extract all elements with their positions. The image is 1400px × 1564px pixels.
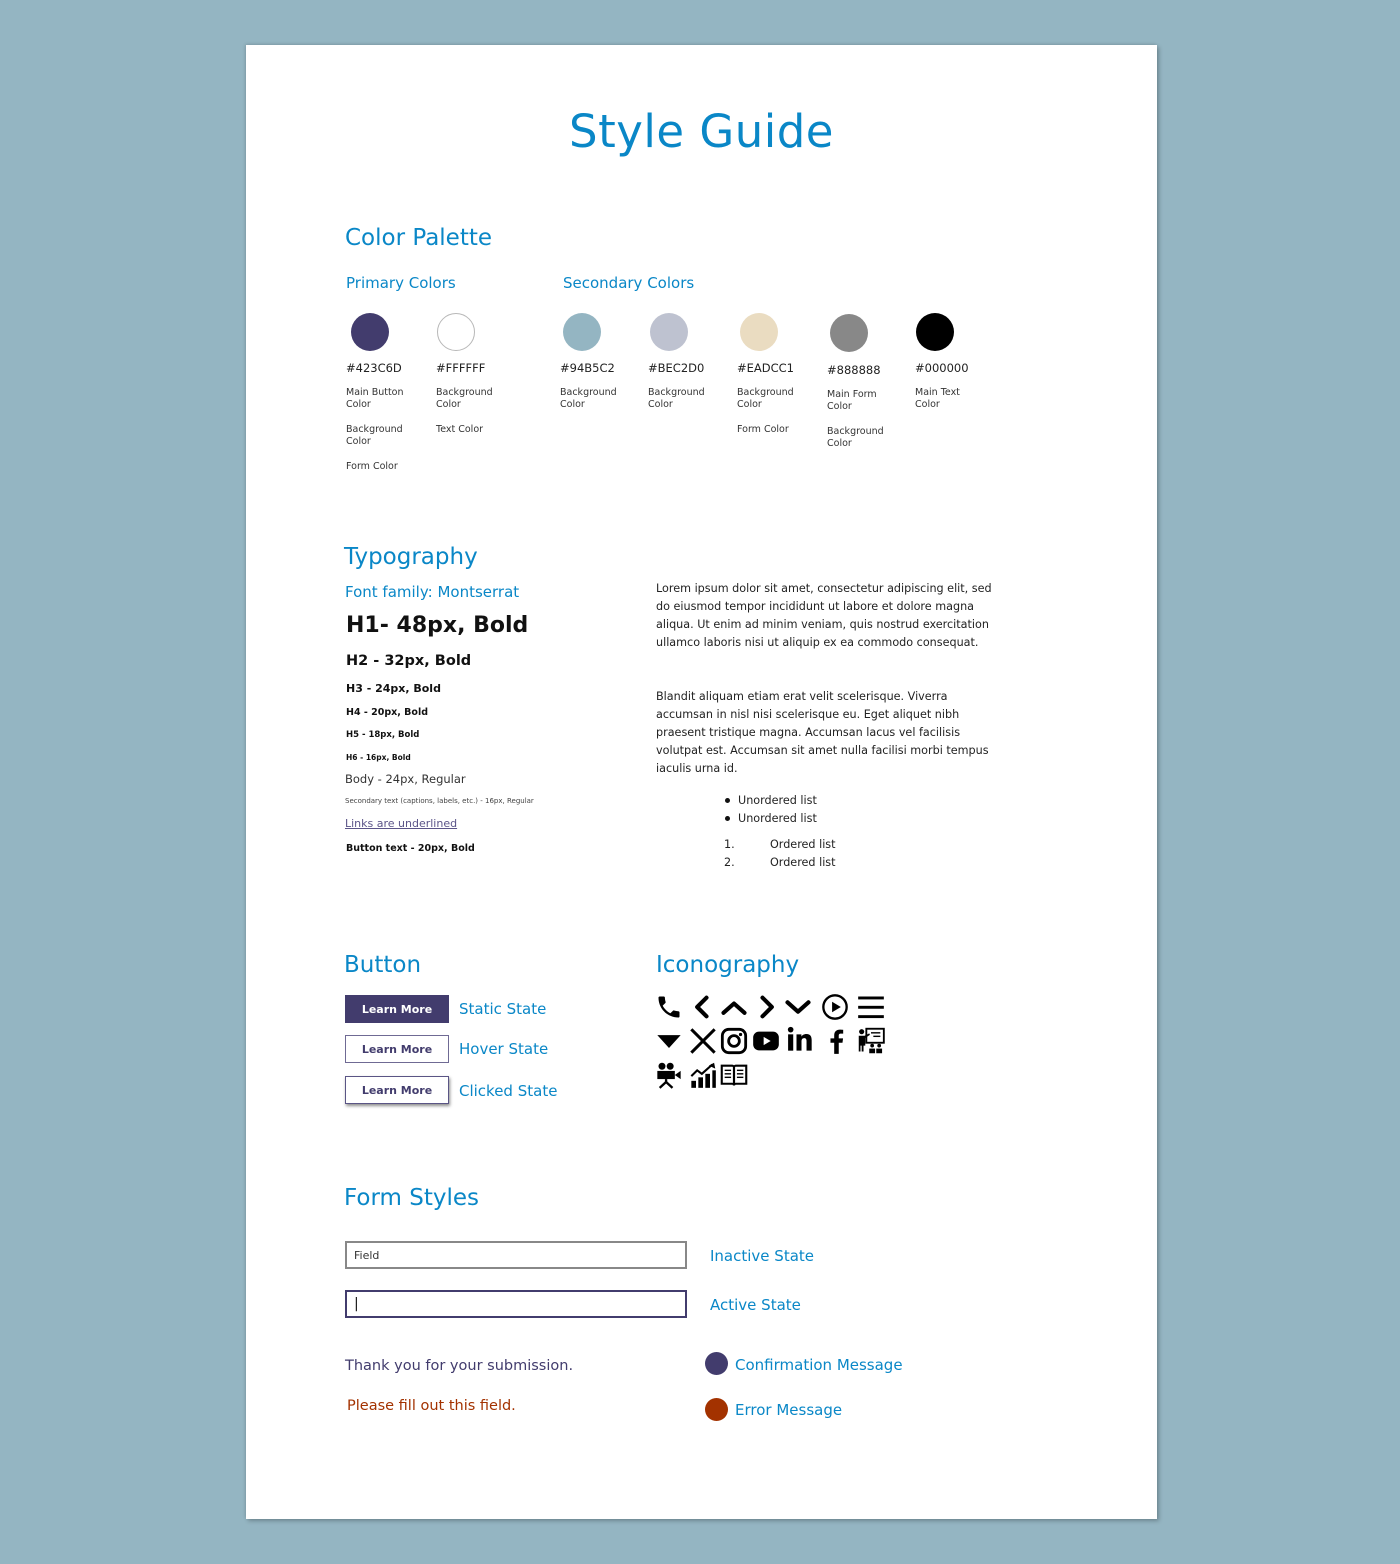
- typography-heading: Typography: [344, 544, 478, 570]
- facebook-icon: [823, 1027, 851, 1055]
- sample-paragraph-1: Lorem ipsum dolor sit amet, consectetur adipiscing elit, sed do eiusmod tempor incididunt ut labore et dolore magna aliqua. Ut enim ad minim veniam, quis nostrud exercitation ullamco laboris nisi ut aliquip ex ea commodo consequat.: [656, 582, 992, 649]
- color-swatch-94b5c2: [560, 313, 630, 411]
- secondary-colors-heading: Secondary Colors: [563, 274, 695, 292]
- inactive-state-label: Inactive State: [710, 1247, 814, 1265]
- swatch-usage: Main Form Color: [827, 389, 877, 412]
- swatch-hex: #BEC2D0: [648, 361, 705, 375]
- color-swatch-ffffff: [436, 313, 506, 436]
- swatch-usage: Background Color: [827, 426, 884, 449]
- primary-colors-heading: Primary Colors: [346, 274, 456, 292]
- swatch-hex: #EADCC1: [737, 361, 795, 375]
- swatch-hex: #888888: [827, 363, 881, 377]
- swatch-usage: Background Color: [737, 387, 794, 410]
- swatch-usage: Text Color: [436, 424, 484, 435]
- inactive-text-field[interactable]: [345, 1241, 687, 1269]
- confirmation-message-text: Thank you for your submission.: [345, 1358, 574, 1374]
- sample-h2: H2 - 32px, Bold: [346, 653, 472, 669]
- swatch-hex: #94B5C2: [560, 361, 615, 375]
- swatch-circle: [351, 313, 389, 351]
- color-swatch-bec2d0: [648, 313, 718, 411]
- swatch-circle: [916, 313, 954, 351]
- confirmation-message-label: Confirmation Message: [735, 1356, 903, 1374]
- swatch-circle: [650, 313, 688, 351]
- phone-icon: [655, 993, 683, 1021]
- swatch-circle: [740, 313, 778, 351]
- active-state-label: Active State: [710, 1296, 801, 1314]
- close-icon: [689, 1027, 717, 1055]
- style-guide-page: [246, 45, 1157, 1519]
- swatch-circle: [830, 314, 868, 352]
- swatch-circle: [437, 313, 475, 351]
- swatch-hex: #000000: [915, 361, 969, 375]
- color-swatch-eadcc1: [737, 313, 807, 436]
- play-circle-icon: [821, 993, 849, 1021]
- menu-icon: [857, 993, 885, 1021]
- chevron-up-icon: [720, 993, 748, 1021]
- caret-down-icon: [655, 1027, 683, 1055]
- chevron-left-icon: [689, 993, 717, 1021]
- button-heading: Button: [344, 952, 422, 978]
- learn-more-button-clicked[interactable]: Learn More: [345, 1076, 449, 1104]
- ordered-list-item: 2. Ordered list: [724, 856, 836, 869]
- sample-button-text: Button text - 20px, Bold: [346, 843, 475, 854]
- open-book-icon: [720, 1061, 748, 1089]
- chevron-down-icon: [784, 993, 812, 1021]
- sample-body: Body - 24px, Regular: [345, 772, 466, 786]
- presentation-icon: [857, 1027, 885, 1055]
- video-camera-icon: [655, 1061, 683, 1089]
- unordered-list-item: Unordered list: [725, 810, 817, 828]
- swatch-usage: Main Button Color: [346, 387, 404, 410]
- color-swatch-423c6d: [346, 313, 416, 473]
- confirmation-color-dot: [705, 1352, 728, 1375]
- iconography-heading: Iconography: [656, 952, 800, 978]
- swatch-hex: #FFFFFF: [436, 361, 486, 375]
- chevron-right-icon: [752, 993, 780, 1021]
- sample-h4: H4 - 20px, Bold: [346, 707, 429, 718]
- error-color-dot: [705, 1398, 728, 1421]
- color-swatch-888888: [827, 314, 897, 450]
- sample-link[interactable]: Links are underlined: [345, 817, 458, 830]
- sample-secondary-text: Secondary text (captions, labels, etc.) - 16px, Regular: [345, 797, 534, 805]
- active-text-field[interactable]: [345, 1290, 687, 1318]
- swatch-hex: #423C6D: [346, 361, 402, 375]
- static-state-label: Static State: [459, 1000, 547, 1018]
- ordered-list: [724, 836, 836, 872]
- text-cursor: |: [354, 1296, 359, 1312]
- page-title: Style Guide: [569, 105, 834, 158]
- unordered-list-item: Unordered list: [725, 792, 817, 810]
- swatch-circle: [563, 313, 601, 351]
- growth-chart-icon: [689, 1061, 717, 1089]
- unordered-list: [725, 792, 817, 828]
- sample-h1: H1- 48px, Bold: [346, 613, 529, 638]
- sample-paragraph-2: Blandit aliquam etiam erat velit scelerisque. Viverra accumsan in nisl nisi scelerisque eu. Eget aliquet nibh praesent tristique magna. Accumsan lacus vel facilisis volutpat est. Accumsan sit amet nulla facilisi morbi tempus iaculis urna id.: [656, 690, 989, 775]
- swatch-usage: Main Text Color: [915, 387, 960, 410]
- sample-h6: H6 - 16px, Bold: [346, 753, 411, 762]
- ordered-list-item: 1. Ordered list: [724, 838, 836, 851]
- error-message-text: Please fill out this field.: [347, 1398, 516, 1414]
- swatch-usage: Background Color: [648, 387, 705, 410]
- hover-state-label: Hover State: [459, 1040, 549, 1058]
- form-styles-heading: Form Styles: [344, 1185, 480, 1211]
- sample-h3: H3 - 24px, Bold: [346, 682, 441, 695]
- learn-more-button-static[interactable]: Learn More: [345, 995, 449, 1023]
- swatch-usage: Form Color: [346, 461, 398, 472]
- youtube-icon: [752, 1027, 780, 1055]
- bullet-icon: [725, 798, 730, 803]
- bullet-icon: [725, 816, 730, 821]
- linkedin-icon: [786, 1025, 814, 1053]
- clicked-state-label: Clicked State: [459, 1082, 558, 1100]
- color-swatch-000000: [915, 313, 985, 411]
- sample-h5: H5 - 18px, Bold: [346, 730, 420, 740]
- error-message-label: Error Message: [735, 1401, 843, 1419]
- swatch-usage: Form Color: [737, 424, 789, 435]
- color-palette-heading: Color Palette: [345, 225, 493, 251]
- learn-more-button-hover[interactable]: Learn More: [345, 1035, 449, 1063]
- font-family-label: Font family: Montserrat: [345, 583, 520, 601]
- swatch-usage: Background Color: [560, 387, 617, 410]
- swatch-usage: Background Color: [346, 424, 403, 447]
- instagram-icon: [720, 1027, 748, 1055]
- swatch-usage: Background Color: [436, 387, 493, 410]
